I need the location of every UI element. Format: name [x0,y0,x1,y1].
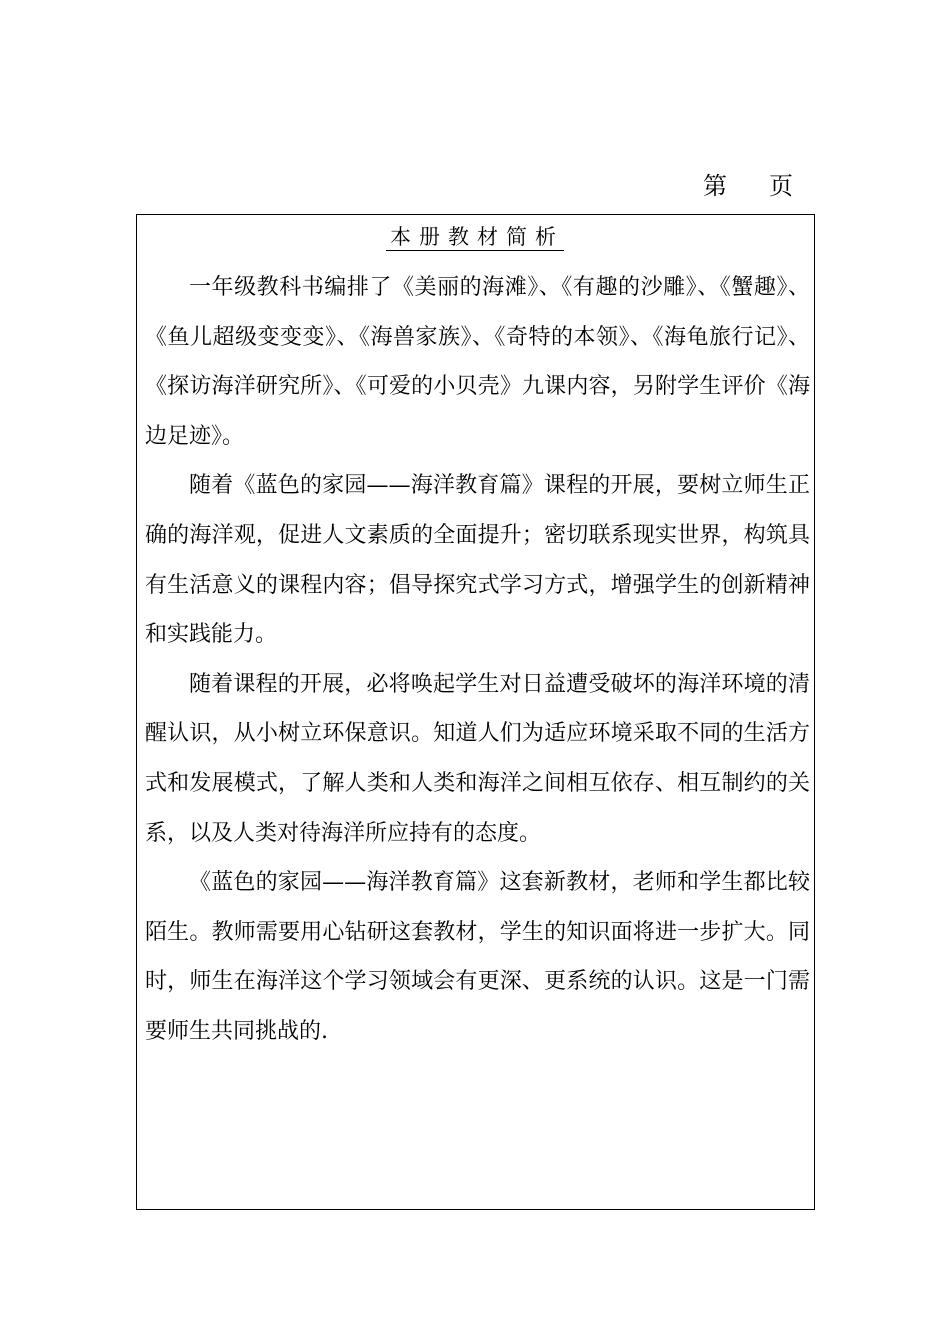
document-body [145,263,810,1057]
document-title [0,222,950,252]
page-label-ye: 页 [769,172,793,200]
paragraph-3: 随着课程的开展，必将唤起学生对日益遭受破坏的海洋环境的清醒认识，从小树立环保意识。知道人们为适应环境采取不同的生活方式和发展模式，了解人类和人类和海洋之间相互依存、相互制约的关系，以及人类对待海洋所应持有的态度。 [145,671,810,846]
paragraph-4: 《蓝色的家园——海洋教育篇》这套新教材，老师和学生都比较陌生。教师需要用心钻研这套教材，学生的知识面将进一步扩大。同时，师生在海洋这个学习领域会有更深、更系统的认识。这是一门需要师生共同挑战的. [145,870,810,1044]
paragraph-1: 一年级教科书编排了《美丽的海滩》、《有趣的沙雕》、《蟹趣》、《鱼儿超级变变变》、《海兽家族》、《奇特的本领》、《海龟旅行记》、《探访海洋研究所》、《可爱的小贝壳》九课内容，另附学生评价《海边足迹》。 [145,275,810,449]
document-title-text: 本册教材简析 [386,225,564,251]
paragraph-2: 随着《蓝色的家园——海洋教育篇》课程的开展，要树立师生正确的海洋观，促进人文素质的全面提升；密切联系现实世界，构筑具有生活意义的课程内容；倡导探究式学习方式，增强学生的创新精神和实践能力。 [145,473,810,648]
page-label-di: 第 [703,172,727,200]
page-number-label [703,166,793,201]
